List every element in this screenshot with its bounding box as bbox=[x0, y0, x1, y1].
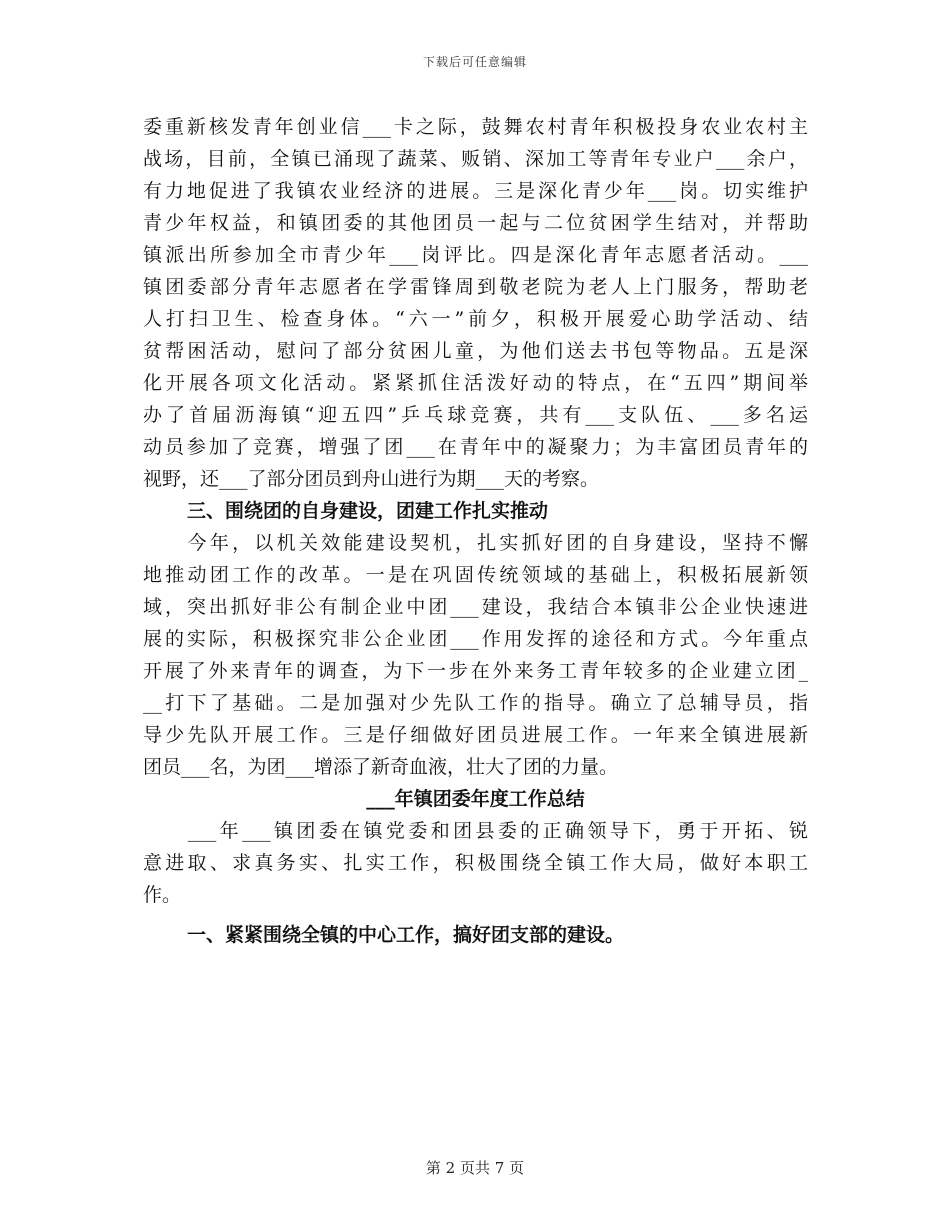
body-line: 人打扫卫生、检查身体。“六一”前夕，积极开展爱心助学活动、结 bbox=[143, 308, 808, 330]
body-line: 开展了外来青年的调查，为下一步在外来务工青年较多的企业建立团_ bbox=[143, 660, 808, 682]
body-line: 办了首届沥海镇“迎五四”乒乓球竞赛，共有___支队伍、___多名运 bbox=[143, 404, 808, 426]
body-line: 镇派出所参加全市青少年___岗评比。四是深化青年志愿者活动。___ bbox=[143, 244, 808, 266]
body-line: 委重新核发青年创业信___卡之际，鼓舞农村青年积极投身农业农村主 bbox=[143, 116, 808, 138]
body-line: 展的实际，积极探究非公企业团___作用发挥的途径和方式。今年重点 bbox=[143, 628, 808, 650]
body-line: 动员参加了竞赛，增强了团___在青年中的凝聚力；为丰富团员青年的 bbox=[143, 436, 808, 458]
body-line: 贫帮困活动，慰问了部分贫困儿童，为他们送去书包等物品。五是深 bbox=[143, 340, 808, 362]
body-line: 域，突出抓好非公有制企业中团___建设，我结合本镇非公企业快速进 bbox=[143, 596, 808, 618]
body-line: ___年___镇团委在镇党委和团县委的正确领导下，勇于开拓、锐 bbox=[143, 820, 808, 842]
body-line: 今年，以机关效能建设契机，扎实抓好团的自身建设，坚持不懈 bbox=[143, 532, 808, 554]
body-line: 作。 bbox=[143, 884, 182, 906]
body-line: 视野，还___了部分团员到舟山进行为期___天的考察。 bbox=[143, 468, 600, 490]
body-line: 地推动团工作的改革。一是在巩固传统领域的基础上，积极拓展新领 bbox=[143, 564, 808, 586]
document-title: ___年镇团委年度工作总结 bbox=[366, 788, 585, 810]
body-line: 战场，目前，全镇已涌现了蔬菜、贩销、深加工等青年专业户___余户， bbox=[143, 148, 808, 170]
body-line: 意进取、求真务实、扎实工作，积极围绕全镇工作大局，做好本职工 bbox=[143, 852, 808, 874]
document-body bbox=[143, 111, 808, 951]
body-line: 青少年权益，和镇团委的其他团员一起与二位贫困学生结对，并帮助 bbox=[143, 212, 808, 234]
body-line: 有力地促进了我镇农业经济的进展。三是深化青少年___岗。切实维护 bbox=[143, 180, 808, 202]
page-number: 第 2 页共 7 页 bbox=[425, 1159, 525, 1177]
page-header: 下载后可任意编辑 bbox=[422, 55, 527, 69]
body-line: 导少先队开展工作。三是仔细做好团员进展工作。一年来全镇进展新 bbox=[143, 724, 808, 746]
body-line: 镇团委部分青年志愿者在学雷锋周到敬老院为老人上门服务，帮助老 bbox=[143, 276, 808, 298]
body-line: 化开展各项文化活动。紧紧抓住活泼好动的特点，在“五四”期间举 bbox=[143, 372, 808, 394]
body-line: 团员___名，为团___增添了新奇血液，壮大了团的力量。 bbox=[143, 756, 619, 778]
section-heading: 三、围绕团的自身建设，团建工作扎实推动 bbox=[187, 500, 549, 522]
section-heading: 一、紧紧围绕全镇的中心工作，搞好团支部的建设。 bbox=[187, 924, 625, 946]
body-line: __打下了基础。二是加强对少先队工作的指导。确立了总辅导员，指 bbox=[143, 692, 808, 714]
